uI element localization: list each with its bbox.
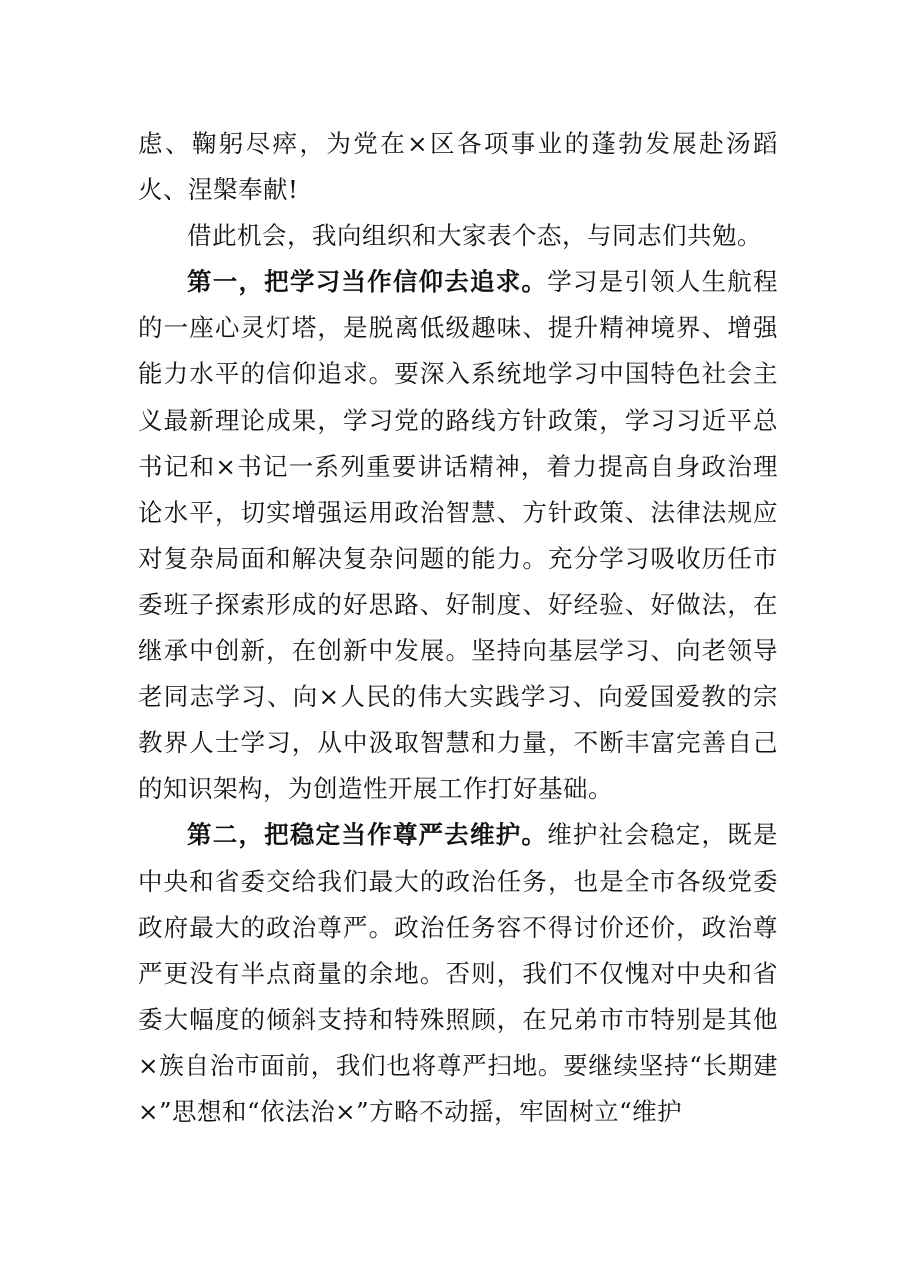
paragraph-3-text: 学习是引领人生航程的一座心灵灯塔，是脱离低级趣味、提升精神境界、增强能力水平的信仰追求。要深入系统地学习中国特色社会主义最新理论成果，学习党的路线方针政策，学习习近平总书记和×书记一系列重要讲话精神，着力提高自身政治理论水平，切实增强运用政治智慧、方针政策、法律法规应对复杂局面和解决复杂问题的能力。充分学习吸收历任市委班子探索形成的好思路、好制度、好经验、好做法，在继承中创新，在创新中发展。坚持向基层学习、向老领导老同志学习、向×人民的伟大实践学习、向爱国爱教的宗教界人士学习，从中汲取智慧和力量，不断丰富完善自己的知识架构，为创造性开展工作打好基础。 [138,267,779,804]
paragraph-3 [138,259,778,812]
paragraph-1 [138,121,778,213]
paragraph-4 [138,812,778,1135]
document-body [138,121,778,1135]
paragraph-2 [138,213,778,259]
paragraph-3-lead: 第一，把学习当作信仰去追求。 [187,267,548,297]
paragraph-2-text: 借此机会，我向组织和大家表个态，与同志们共勉。 [187,221,762,251]
paragraph-1-text: 虑、鞠躬尽瘁，为党在×区各项事业的蓬勃发展赴汤蹈火、涅槃奉献! [138,129,778,205]
paragraph-4-lead: 第二，把稳定当作尊严去维护。 [187,820,548,850]
paragraph-4-text: 维护社会稳定，既是中央和省委交给我们最大的政治任务，也是全市各级党委政府最大的政治尊严。政治任务容不得讨价还价，政治尊严更没有半点商量的余地。否则，我们不仅愧对中央和省委大幅度的倾斜支持和特殊照顾，在兄弟市市特别是其他×族自治市面前，我们也将尊严扫地。要继续坚持“长期建×”思想和“依法治×”方略不动摇，牢固树立“维护 [138,820,779,1126]
